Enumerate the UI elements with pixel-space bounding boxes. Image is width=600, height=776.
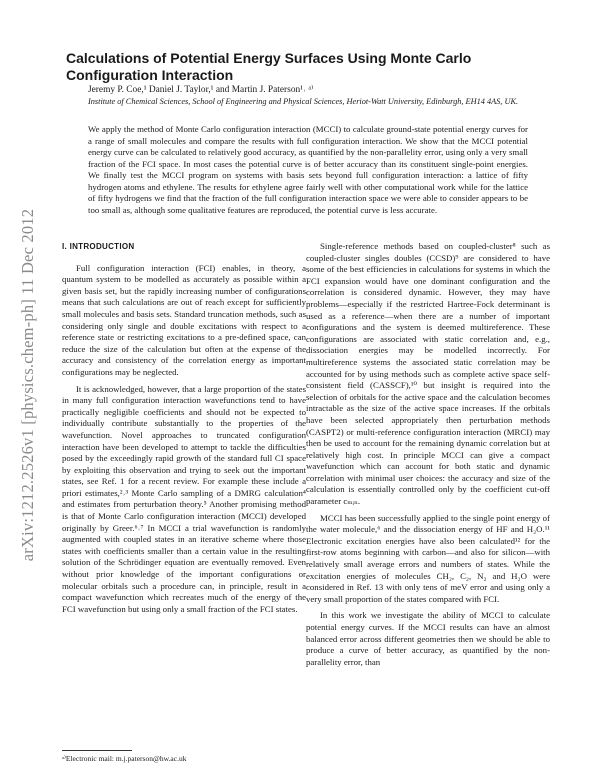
left-column [62, 241, 306, 620]
paragraph: In this work we investigate the ability of MCCI to calculate potential energy curves. If the MCCI results can have an almost balanced error across different geometries then we should be able to produce a curve of better accuracy, as quantified by the non-parallelity error, than [306, 610, 550, 667]
author-list: Jeremy P. Coe,¹ Daniel J. Taylor,¹ and Martin J. Paterson¹˒ ᵃ⁾ [88, 85, 314, 95]
paragraph: It is acknowledged, however, that a large proportion of the states in many full configuration interaction wavefunctions tend to have practically negligible coefficients and should not be expected to individually contribute substantially to the properties of the wavefunction. Novel approaches to truncated configuration interaction have been developed to attempt to tackle the difficulties posed by the exceedingly rapid growth of the standard full CI space by exploiting this observation and trying to seek out the important states, see Ref. 1 for a recent review. For example these include a priori estimates,²˒³ Monte Carlo sampling of a DMRG calculation⁴ and estimates from perturbation theory.⁵ Another promising method is that of Monte Carlo configuration interaction (MCCI) developed originally by Greer.⁶˒⁷ In MCCI a trial wavefunction is randomly augmented with coupled states in an iterative scheme where those states with coefficients smaller than a certain value in the resulting solution of the Schrödinger equation are eventually removed. Even without prior knowledge of the important configurations or molecular orbitals such a procedure can, in principle, result in a compact wavefunction which recreates much of the energy of the FCI wavefunction but using only a small fraction of the FCI states. [62, 383, 306, 614]
paragraph: Full configuration interaction (FCI) enables, in theory, a quantum system to be modelled as accurately as possible within a given basis set, but the rapidly increasing number of configurations means that such calculations are out of reach except for sufficiently small molecules and basis sets. Standard truncation methods, such as considering only single and double excitations with respect to a reference state or restricting excitations to a pre-defined space, can reduce the size of the calculation but often at the expense of the accuracy and consistency of the correlation energy as important configurations may be neglected. [62, 262, 306, 377]
arxiv-watermark [8, 170, 48, 600]
paragraph: MCCI has been successfully applied to the single point energy of the water molecule,⁶ and the dissociation energy of HF and H₂O.¹¹ Electronic excitation energies have also been calculated¹² for the first-row atoms beginning with carbon—and also for silicon—with relatively small average errors and numbers of states. While the excitation energies of molecules CH₂, C₂, N₂ and H₂O were considered in Ref. 13 with only tens of meV error and using only a very small proportion of the states compared with FCI. [306, 512, 550, 604]
right-column [306, 241, 550, 673]
paper-title: Calculations of Potential Energy Surfaces Using Monte Carlo Configuration Interaction [66, 50, 472, 83]
footnote: ᵃ⁾Electronic mail: m.j.paterson@hw.ac.uk [62, 754, 187, 763]
abstract: We apply the method of Monte Carlo configuration interaction (MCCI) to calculate ground-state potential energy curves for a range of small molecules and compare the results with full configuration interaction. We show that the MCCI potential energy curve can be calculated to relatively good accuracy, as quantified by the non-parallelity error, using only a very small fraction of the FCI space. In most cases the potential curve is of better accuracy than its constituent single-point energies. We finally test the MCCI program on systems with basis sets beyond full configuration interaction: a lattice of fifty hydrogen atoms and ethylene. The results for ethylene agree fairly well with other computational work while for the lattice of fifty hydrogens we find that the fraction of the full configuration interaction space we were able to consider appears to be too small as, although some qualitative features are reproduced, the potential curve is less accurate. [88, 124, 528, 215]
arxiv-id: arXiv:1212.2526v1 [physics.chem-ph] 11 Dec 2012 [18, 208, 37, 562]
footnote-divider [62, 750, 132, 751]
affiliation: Institute of Chemical Sciences, School of Engineering and Physical Sciences, Heriot-Watt University, Edinburgh, EH14 4AS, UK. [88, 97, 519, 106]
section-heading: I. INTRODUCTION [62, 242, 135, 251]
paragraph: Single-reference methods based on coupled-cluster⁸ such as coupled-cluster singles doubles (CCSD)⁹ are considered to have some of the best efficiencies in calculations for systems in which the FCI expansion would have one dominant configuration and the correlation is considered dynamic. However, they may have problems—especially if the restricted Hartree-Fock determinant is used as a reference—when there are a number of important configurations and the system is deemed multireference. These configurations are associated with static correlation and, e.g., dissociation energies may be modelled incorrectly. For multireference systems the associated static correlation may be accounted for by using methods such as complete active space self-consistent field (CASSCF),¹⁰ but insight is required into the selection of orbitals for the active space and the calculation becomes intractable as the size of the active space increases. If the orbitals have been selected appropriately then perturbation methods (CASPT2) or multi-reference configuration interaction (MRCI) may then be used to account for the remaining dynamic correlation but at relatively high cost. In principle MCCI can give a compact wavefunction which can account for both static and dynamic correlation with minimal user choices: the accuracy and size of the calculation is essentially controlled only by the coefficient cut-off parameter cₘᵢₙ. [306, 241, 550, 507]
